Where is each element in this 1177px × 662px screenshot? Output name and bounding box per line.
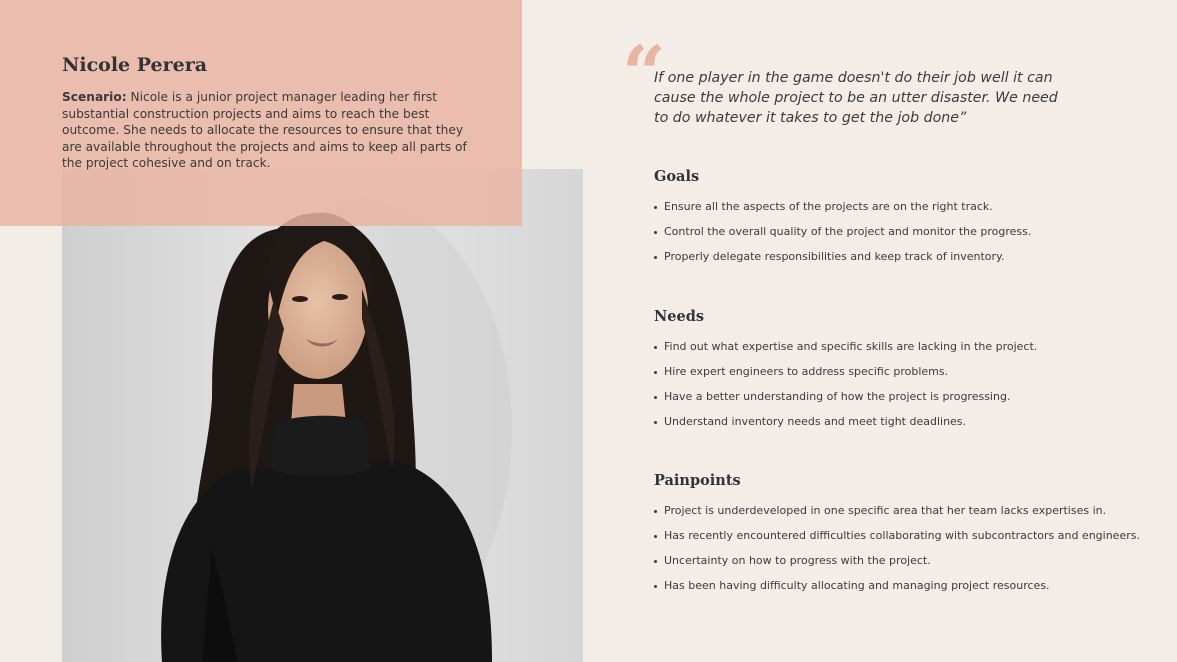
painpoints-title: Painpoints	[654, 472, 741, 489]
list-item: Control the overall quality of the project and monitor the progress.	[654, 225, 1154, 239]
list-item: Ensure all the aspects of the projects are on the right track.	[654, 200, 1154, 214]
list-item: Has recently encountered difficulties collaborating with subcontractors and engineers.	[654, 529, 1154, 543]
goals-title: Goals	[654, 168, 700, 185]
needs-list	[654, 340, 1154, 429]
list-item: Properly delegate responsibilities and keep track of inventory.	[654, 250, 1154, 264]
needs-section	[654, 308, 1154, 440]
list-item: Uncertainty on how to progress with the project.	[654, 554, 1154, 568]
painpoints-list	[654, 504, 1154, 593]
needs-title: Needs	[654, 308, 705, 325]
persona-photo	[62, 169, 583, 662]
persona-scenario	[62, 89, 472, 172]
scenario-text: Nicole is a junior project manager leading her first substantial construction projects and aims to reach the best outcome. She needs to allocate the resources to ensure that they are available throughout the projects and aims to keep all parts of the project cohesive and on track.	[62, 90, 467, 170]
goals-list	[654, 200, 1154, 264]
list-item: Have a better understanding of how the project is progressing.	[654, 390, 1154, 404]
list-item: Hire expert engineers to address specific problems.	[654, 365, 1154, 379]
persona-portrait-illustration	[62, 169, 583, 662]
quote-mark-icon: “	[622, 29, 666, 118]
list-item: Find out what expertise and specific skills are lacking in the project.	[654, 340, 1154, 354]
list-item: Understand inventory needs and meet tight deadlines.	[654, 415, 1154, 429]
list-item: Has been having difficulty allocating and managing project resources.	[654, 579, 1154, 593]
painpoints-section	[654, 472, 1154, 604]
list-item: Project is underdeveloped in one specific area that her team lacks expertises in.	[654, 504, 1154, 518]
persona-quote: If one player in the game doesn't do their job well it can cause the whole project to be an utter disaster. We need to do whatever it takes to get the job done”	[654, 70, 1058, 126]
scenario-label: Scenario:	[62, 90, 127, 104]
persona-name: Nicole Perera	[62, 54, 208, 76]
goals-section	[654, 168, 1154, 275]
